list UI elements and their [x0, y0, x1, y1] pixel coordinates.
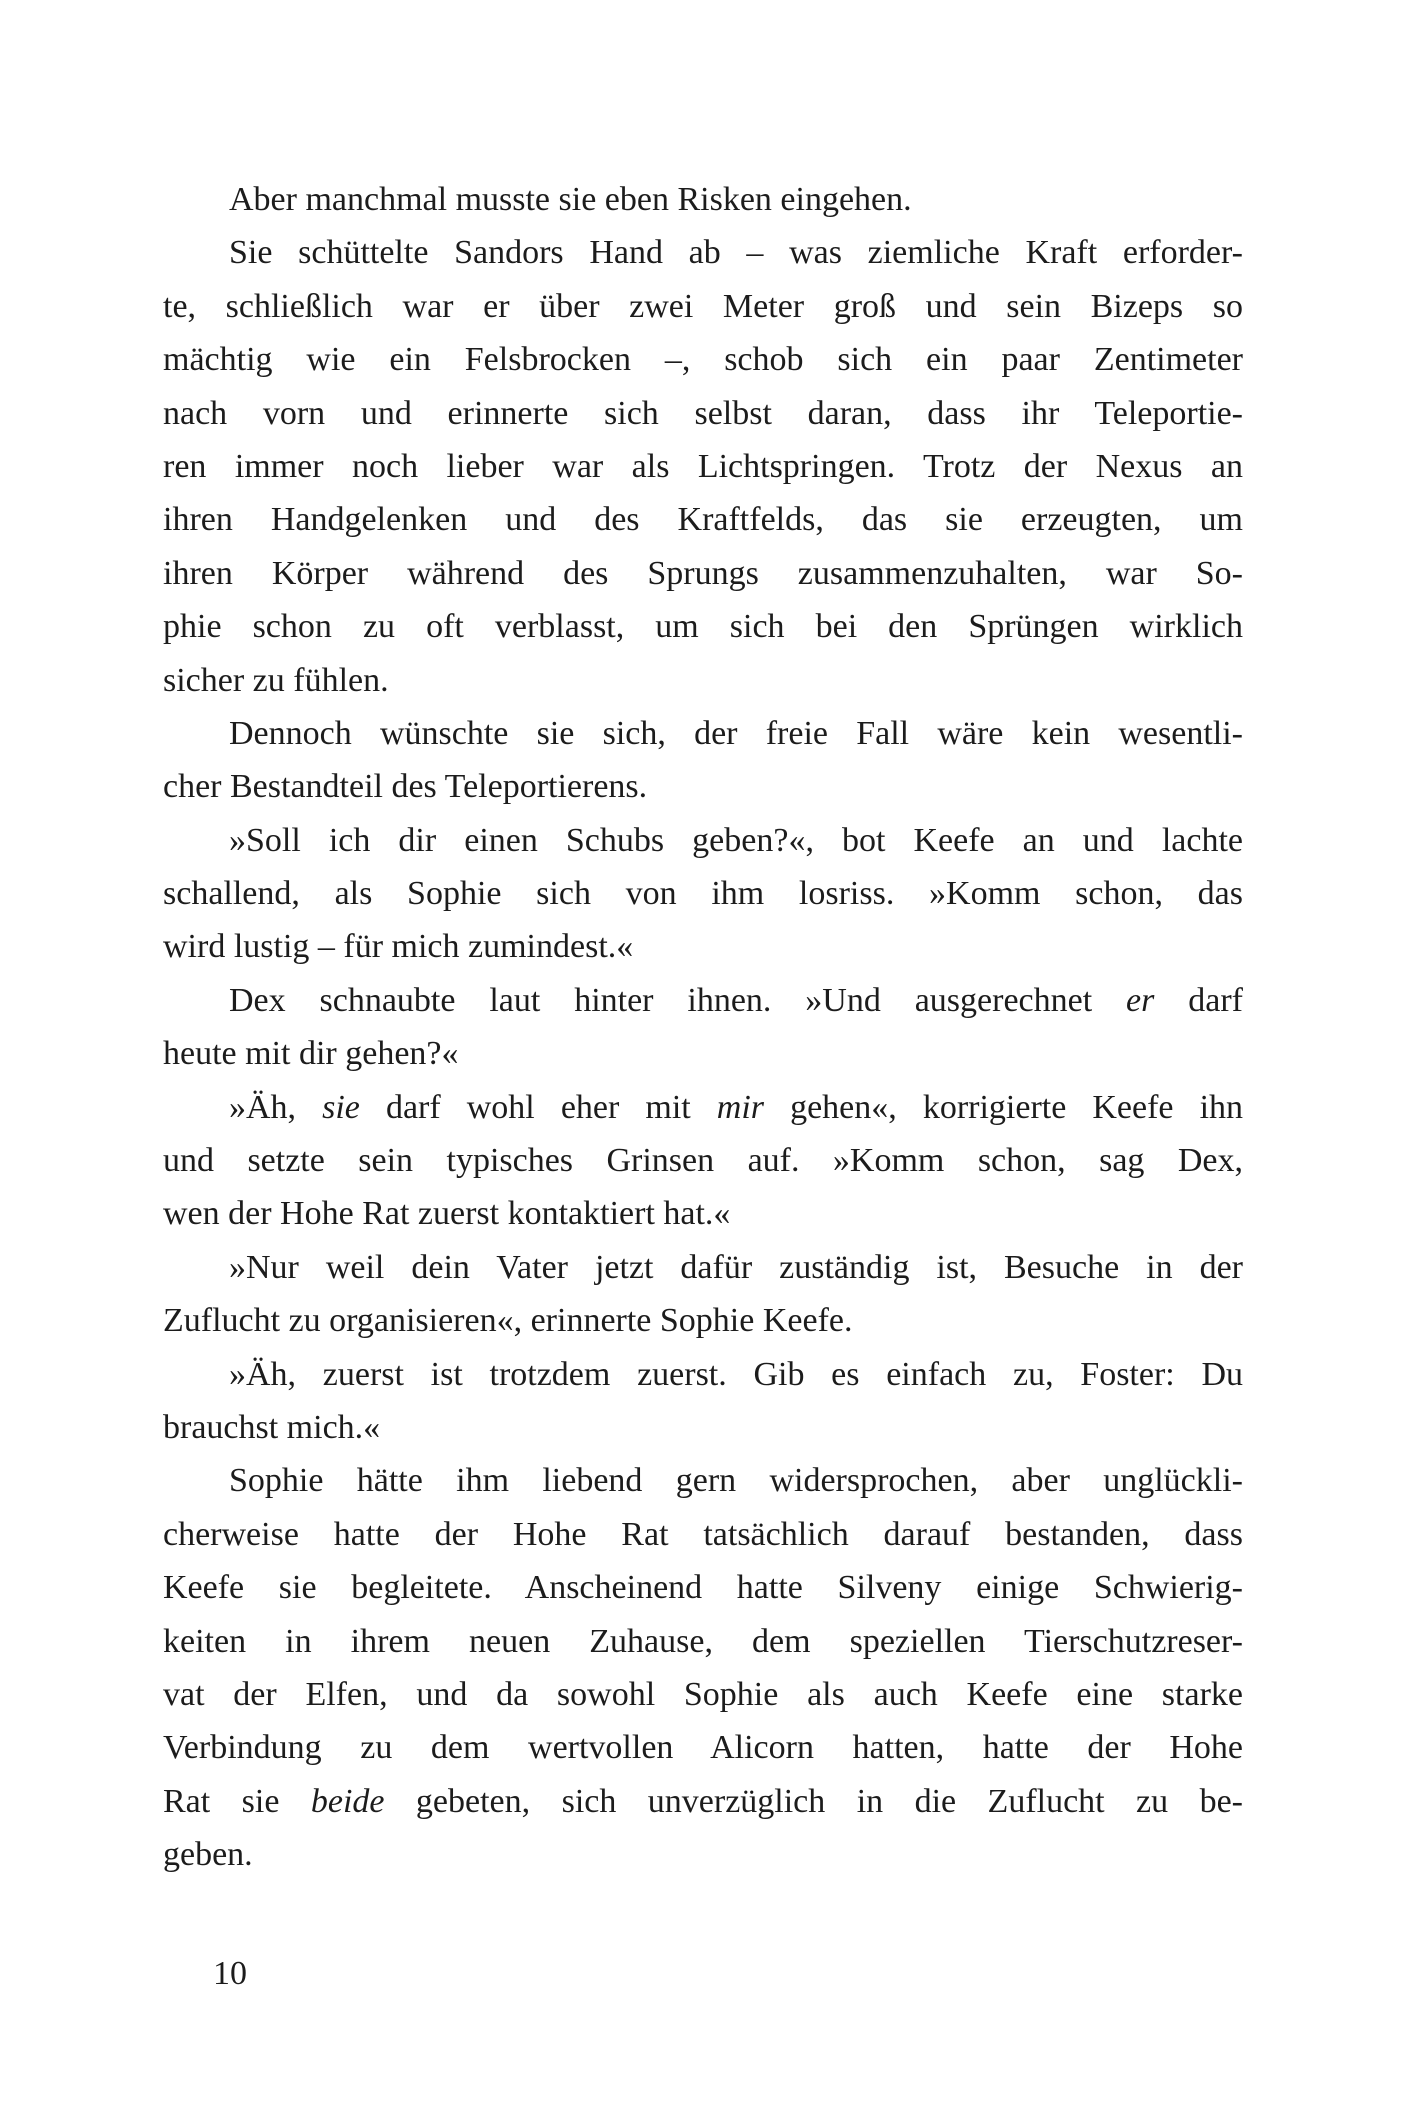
- text-segment: ren immer noch lieber war als Lichtspringen. Trotz der Nexus an: [163, 447, 1243, 485]
- text-line: [163, 760, 1243, 813]
- text-line: [163, 1187, 1243, 1240]
- italic-text-segment: er: [1126, 981, 1155, 1019]
- text-segment: heute mit dir gehen?«: [163, 1035, 459, 1073]
- text-line: [163, 1134, 1243, 1187]
- text-block: [163, 173, 1243, 1882]
- text-line: [163, 1721, 1243, 1774]
- text-segment: Dennoch wünschte sie sich, der freie Fall wäre kein wesentli-: [229, 714, 1243, 752]
- text-line: [163, 920, 1243, 973]
- italic-text-segment: beide: [310, 1782, 385, 1820]
- text-line: [163, 1241, 1243, 1294]
- text-segment: und setzte sein typisches Grinsen auf. »Komm schon, sag Dex,: [163, 1142, 1243, 1180]
- text-line: [163, 1668, 1243, 1721]
- text-segment: darf: [1154, 981, 1243, 1019]
- text-line: [163, 1775, 1243, 1828]
- text-segment: Dex schnaubte laut hinter ihnen. »Und ausgerechnet: [229, 981, 1127, 1019]
- text-line: [163, 493, 1243, 546]
- text-segment: ihren Körper während des Sprungs zusammenzuhalten, war So-: [163, 554, 1243, 592]
- text-segment: Sophie hätte ihm liebend gern widersprochen, aber unglückli-: [229, 1462, 1243, 1500]
- text-segment: ihren Handgelenken und des Kraftfelds, das sie erzeugten, um: [163, 501, 1243, 539]
- text-segment: wird lustig – für mich zumindest.«: [163, 928, 634, 966]
- text-line: [163, 280, 1243, 333]
- text-segment: gehen«, korrigierte Keefe ihn: [764, 1088, 1243, 1126]
- italic-text-segment: mir: [716, 1088, 765, 1126]
- text-line: [163, 1508, 1243, 1561]
- text-line: [163, 707, 1243, 760]
- text-segment: brauchst mich.«: [163, 1408, 381, 1446]
- text-line: [163, 1081, 1243, 1134]
- text-segment: Zuflucht zu organisieren«, erinnerte Sophie Keefe.: [163, 1302, 853, 1340]
- text-line: [163, 600, 1243, 653]
- text-segment: nach vorn und erinnerte sich selbst daran, dass ihr Teleportie-: [163, 394, 1243, 432]
- text-line: [163, 1401, 1243, 1454]
- text-segment: gebeten, sich unverzüglich in die Zuflucht zu be-: [384, 1782, 1243, 1820]
- text-segment: phie schon zu oft verblasst, um sich bei den Sprüngen wirklich: [163, 608, 1243, 646]
- text-line: [163, 867, 1243, 920]
- page-number: 10: [213, 1955, 247, 1992]
- text-segment: »Nur weil dein Vater jetzt dafür zuständig ist, Besuche in der: [229, 1248, 1243, 1286]
- text-segment: cherweise hatte der Hohe Rat tatsächlich darauf bestanden, dass: [163, 1515, 1243, 1553]
- text-segment: Keefe sie begleitete. Anscheinend hatte Silveny einige Schwierig-: [163, 1569, 1243, 1607]
- text-line: [163, 1615, 1243, 1668]
- text-line: [163, 1027, 1243, 1080]
- text-segment: mächtig wie ein Felsbrocken –, schob sich ein paar Zentimeter: [163, 341, 1243, 379]
- text-line: [163, 440, 1243, 493]
- text-line: [163, 1561, 1243, 1614]
- text-segment: cher Bestandteil des Teleportierens.: [163, 768, 648, 806]
- text-segment: wen der Hohe Rat zuerst kontaktiert hat.«: [163, 1195, 731, 1233]
- text-segment: Aber manchmal musste sie eben Risken eingehen.: [229, 181, 912, 218]
- text-segment: te, schließlich war er über zwei Meter groß und sein Bizeps so: [163, 287, 1243, 325]
- text-line: [163, 226, 1243, 279]
- text-segment: schallend, als Sophie sich von ihm losriss. »Komm schon, das: [163, 875, 1243, 913]
- text-segment: geben.: [163, 1836, 253, 1874]
- text-line: [163, 333, 1243, 386]
- text-line: [163, 1348, 1243, 1401]
- text-segment: »Äh, zuerst ist trotzdem zuerst. Gib es einfach zu, Foster: Du: [229, 1355, 1243, 1393]
- text-segment: Sie schüttelte Sandors Hand ab – was ziemliche Kraft erforder-: [229, 234, 1243, 272]
- text-segment: vat der Elfen, und da sowohl Sophie als auch Keefe eine starke: [163, 1675, 1243, 1713]
- text-line: [163, 1294, 1243, 1347]
- text-line: [163, 654, 1243, 707]
- text-segment: keiten in ihrem neuen Zuhause, dem speziellen Tierschutzreser-: [163, 1622, 1243, 1660]
- text-line: [163, 173, 1243, 226]
- text-line: [163, 547, 1243, 600]
- text-line: [163, 1454, 1243, 1507]
- text-line: [163, 814, 1243, 867]
- text-segment: darf wohl eher mit: [359, 1088, 717, 1126]
- text-line: [163, 1828, 1243, 1881]
- italic-text-segment: sie: [322, 1088, 360, 1126]
- text-segment: Rat sie: [163, 1782, 311, 1820]
- text-line: [163, 974, 1243, 1027]
- text-segment: Verbindung zu dem wertvollen Alicorn hatten, hatte der Hohe: [163, 1729, 1243, 1767]
- text-line: [163, 387, 1243, 440]
- text-segment: »Soll ich dir einen Schubs geben?«, bot Keefe an und lachte: [229, 821, 1243, 859]
- text-segment: sicher zu fühlen.: [163, 661, 389, 699]
- text-segment: »Äh,: [229, 1088, 323, 1126]
